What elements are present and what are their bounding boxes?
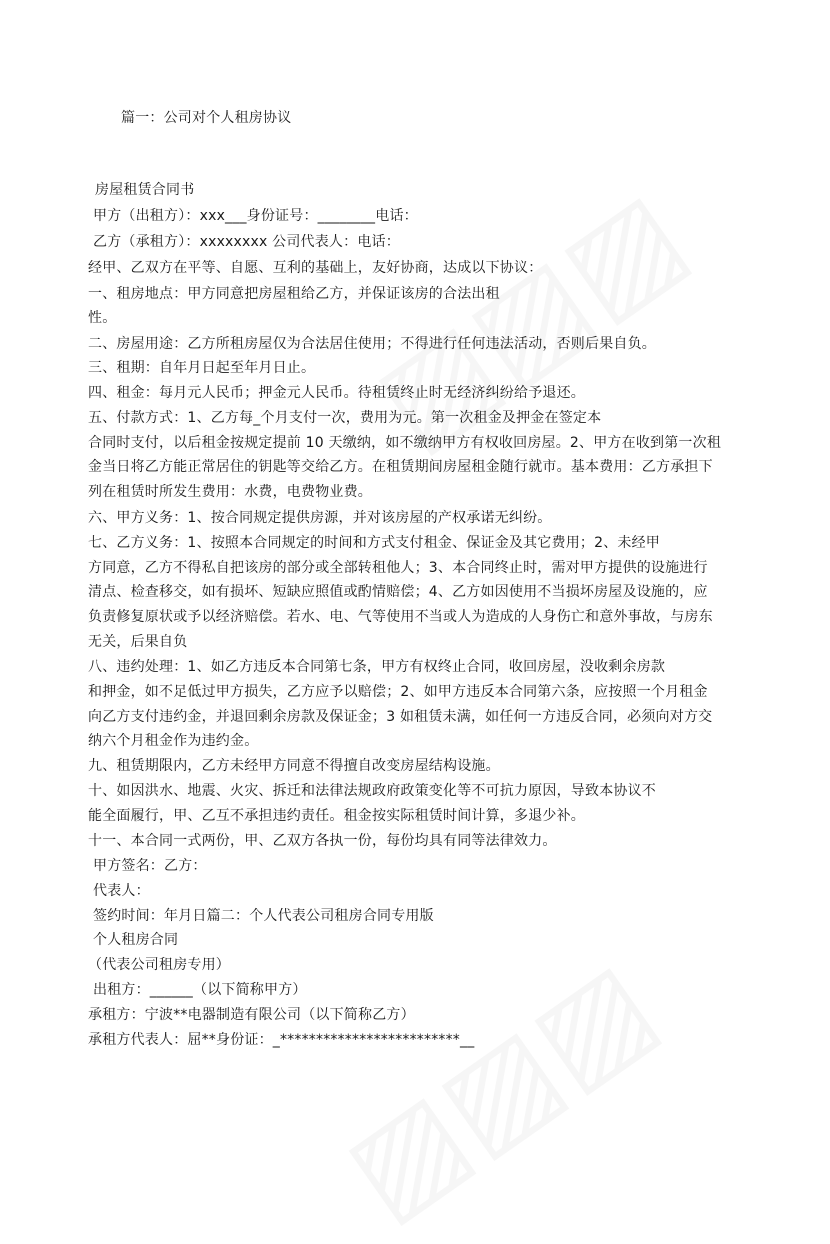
- clause-line: 十、如因洪水、地震、火灾、拆迁和法律法规政府政策变化等不可抗力原因，导致本协议不: [88, 783, 656, 799]
- tenant-line: 承租方：宁波**电器制造有限公司（以下简称乙方）: [88, 1007, 415, 1023]
- clause-line: 十一、本合同一式两份，甲、乙双方各执一份，每份均具有同等法律效力。: [88, 833, 557, 849]
- signature-line: 甲方签名：乙方：: [93, 858, 207, 874]
- contract-title: 个人租房合同: [93, 932, 179, 948]
- landlord-line: 出租方：______（以下简称甲方）: [93, 982, 307, 998]
- clause-line: 四、租金：每月元人民币；押金元人民币。待租赁终止时无经济纠纷给予退还。: [88, 385, 585, 401]
- clause-line: 负责修复原状或予以经济赔偿。若水、电、气等使用不当或人为造成的人身伤亡和意外事故，与房东: [88, 609, 713, 625]
- preamble: 经甲、乙双方在平等、自愿、互利的基础上，友好协商，达成以下协议：: [88, 260, 543, 276]
- clause-line: 能全面履行，甲、乙互不承担违约责任。租金按实际租赁时间计算，多退少补。: [88, 808, 585, 824]
- clause-line: 清点、检查移交，如有损坏、短缺应照值或酌情赔偿；4、乙方如因使用不当损坏房屋及设施的，应: [88, 584, 708, 600]
- clause-line: 一、租房地点：甲方同意把房屋租给乙方，并保证该房的合法出租: [88, 286, 500, 302]
- clause-line: 纳六个月租金作为违约金。: [88, 733, 259, 749]
- tenant-representative-line: 承租方代表人：屈**身份证：_*************************__: [88, 1032, 475, 1048]
- clause-line: 性。: [88, 310, 117, 326]
- clause-line: 七、乙方义务：1、按照本合同规定的时间和方式支付租金、保证金及其它费用；2、未经甲: [88, 535, 661, 551]
- landlord-line: 甲方（出租方）：xxx___身份证号：________电话：: [93, 208, 418, 224]
- representative-line: 代表人：: [93, 883, 150, 899]
- clause-line: 无关，后果自负: [88, 634, 188, 650]
- clause-line: 合同时支付，以后租金按规定提前 10 天缴纳，如不缴纳甲方有权收回房屋。2、甲方在收到第一次租: [88, 435, 722, 451]
- clause-line: 列在租赁时所发生费用：水费，电费物业费。: [88, 484, 372, 500]
- signing-date-line: 签约时间：年月日篇二：个人代表公司租房合同专用版: [93, 908, 434, 924]
- clause-line: 方同意，乙方不得私自把该房的部分或全部转租他人；3、本合同终止时，需对甲方提供的设施进行: [88, 560, 708, 576]
- clause-line: 三、租期：自年月日起至年月日止。: [88, 360, 316, 376]
- contract-subtitle: （代表公司租房专用）: [88, 957, 230, 973]
- watermark-graphic: [321, 935, 679, 1244]
- clause-line: 九、租赁期限内，乙方未经甲方同意不得擅自改变房屋结构设施。: [88, 758, 500, 774]
- clause-line: 金当日将乙方能正常居住的钥匙等交给乙方。在租赁期间房屋租金随行就市。基本费用：乙方承担下: [88, 459, 713, 475]
- tenant-line: 乙方（承租方）：xxxxxxxx 公司代表人：电话：: [93, 234, 400, 250]
- clause-line: 五、付款方式：1、乙方每_个月支付一次，费用为元。第一次租金及押金在签定本: [88, 410, 602, 426]
- clause-line: 八、违约处理：1、如乙方违反本合同第七条，甲方有权终止合同，收回房屋，没收剩余房款: [88, 659, 666, 675]
- clause-line: 向乙方支付违约金，并退回剩余房款及保证金；3 如租赁未满，如任何一方违反合同，必须向对方交: [88, 709, 713, 725]
- contract-title: 房屋租赁合同书: [95, 182, 195, 198]
- clause-line: 六、甲方义务：1、按合同规定提供房源，并对该房屋的产权承诺无纠纷。: [88, 510, 552, 526]
- clause-line: 和押金，如不足低过甲方损失，乙方应予以赔偿；2、如甲方违反本合同第六条，应按照一个月租金: [88, 684, 708, 700]
- document-heading: 篇一：公司对个人租房协议: [121, 110, 292, 126]
- clause-line: 二、房屋用途：乙方所租房屋仅为合法居住使用；不得进行任何违法活动，否则后果自负。: [88, 336, 656, 352]
